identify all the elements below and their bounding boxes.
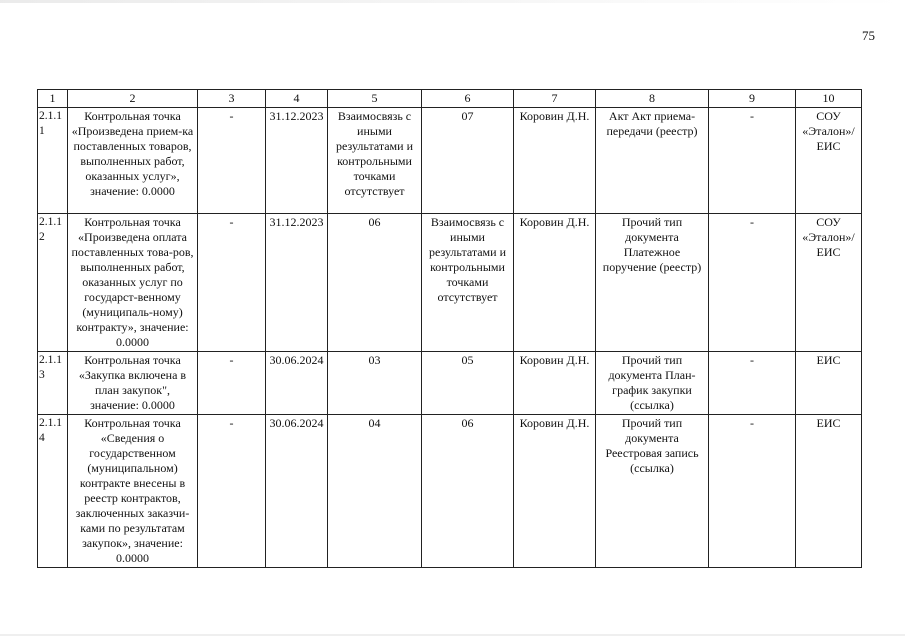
- control-point-name: Контрольная точка «Сведения о государственном (муниципальном) контракте внесены в реестр контрактов, заключенных заказчи-ками по результатам закупок», значение: 0.0000: [68, 415, 198, 568]
- cell-col5: 04: [328, 415, 422, 568]
- system-cell: ЕИС: [796, 415, 862, 568]
- header-cell: 2: [68, 90, 198, 108]
- date-cell: 30.06.2024: [266, 352, 328, 415]
- cell-col5: 06: [328, 214, 422, 352]
- header-cell: 7: [514, 90, 596, 108]
- date-cell: 30.06.2024: [266, 415, 328, 568]
- cell-col5: 03: [328, 352, 422, 415]
- page-number: 75: [862, 28, 875, 43]
- document-cell: Прочий тип документа План-график закупки (ссылка): [596, 352, 709, 415]
- document-cell: Акт Акт приема-передачи (реестр): [596, 108, 709, 214]
- responsible-cell: Коровин Д.Н.: [514, 415, 596, 568]
- cell-col6: Взаимосвязь с иными результатами и контрольными точками отсутствует: [422, 214, 514, 352]
- table-row: [38, 415, 862, 568]
- header-cell: 6: [422, 90, 514, 108]
- table-row: [38, 214, 862, 352]
- cell-col9: -: [709, 214, 796, 352]
- cell-col3: -: [198, 108, 266, 214]
- document-cell: Прочий тип документа Платежное поручение (реестр): [596, 214, 709, 352]
- header-cell: 10: [796, 90, 862, 108]
- cell-col3: -: [198, 415, 266, 568]
- cell-col9: -: [709, 108, 796, 214]
- control-point-name: Контрольная точка «Произведена прием-ка поставленных товаров, выполненных работ, оказанных услуг», значение: 0.0000: [68, 108, 198, 214]
- header-cell: 3: [198, 90, 266, 108]
- date-cell: 31.12.2023: [266, 214, 328, 352]
- header-cell: 1: [38, 90, 68, 108]
- system-cell: СОУ «Эталон»/ ЕИС: [796, 108, 862, 214]
- cell-col3: -: [198, 352, 266, 415]
- date-cell: 31.12.2023: [266, 108, 328, 214]
- control-point-name: Контрольная точка «Произведена оплата поставленных това-ров, выполненных работ, оказанных услуг по государст-венному (муниципаль-ному) контракту», значение: 0.0000: [68, 214, 198, 352]
- responsible-cell: Коровин Д.Н.: [514, 108, 596, 214]
- document-cell: Прочий тип документа Реестровая запись (ссылка): [596, 415, 709, 568]
- scan-edge-top: [0, 0, 905, 3]
- control-point-name: Контрольная точка «Закупка включена в план закупок", значение: 0.0000: [68, 352, 198, 415]
- row-number: 2.1.14: [38, 415, 68, 568]
- header-cell: 4: [266, 90, 328, 108]
- cell-col9: -: [709, 415, 796, 568]
- table-row: [38, 352, 862, 415]
- responsible-cell: Коровин Д.Н.: [514, 352, 596, 415]
- row-number: 2.1.12: [38, 214, 68, 352]
- cell-col5: Взаимосвязь с иными результатами и контрольными точками отсутствует: [328, 108, 422, 214]
- header-row: [38, 90, 862, 108]
- header-cell: 8: [596, 90, 709, 108]
- table-row: [38, 108, 862, 214]
- row-number: 2.1.11: [38, 108, 68, 214]
- header-cell: 9: [709, 90, 796, 108]
- control-points-table: [37, 89, 862, 568]
- cell-col3: -: [198, 214, 266, 352]
- cell-col6: 05: [422, 352, 514, 415]
- cell-col6: 06: [422, 415, 514, 568]
- header-cell: 5: [328, 90, 422, 108]
- system-cell: ЕИС: [796, 352, 862, 415]
- scan-edge-bottom: [0, 634, 905, 636]
- cell-col6: 07: [422, 108, 514, 214]
- responsible-cell: Коровин Д.Н.: [514, 214, 596, 352]
- cell-col9: -: [709, 352, 796, 415]
- system-cell: СОУ «Эталон»/ ЕИС: [796, 214, 862, 352]
- row-number: 2.1.13: [38, 352, 68, 415]
